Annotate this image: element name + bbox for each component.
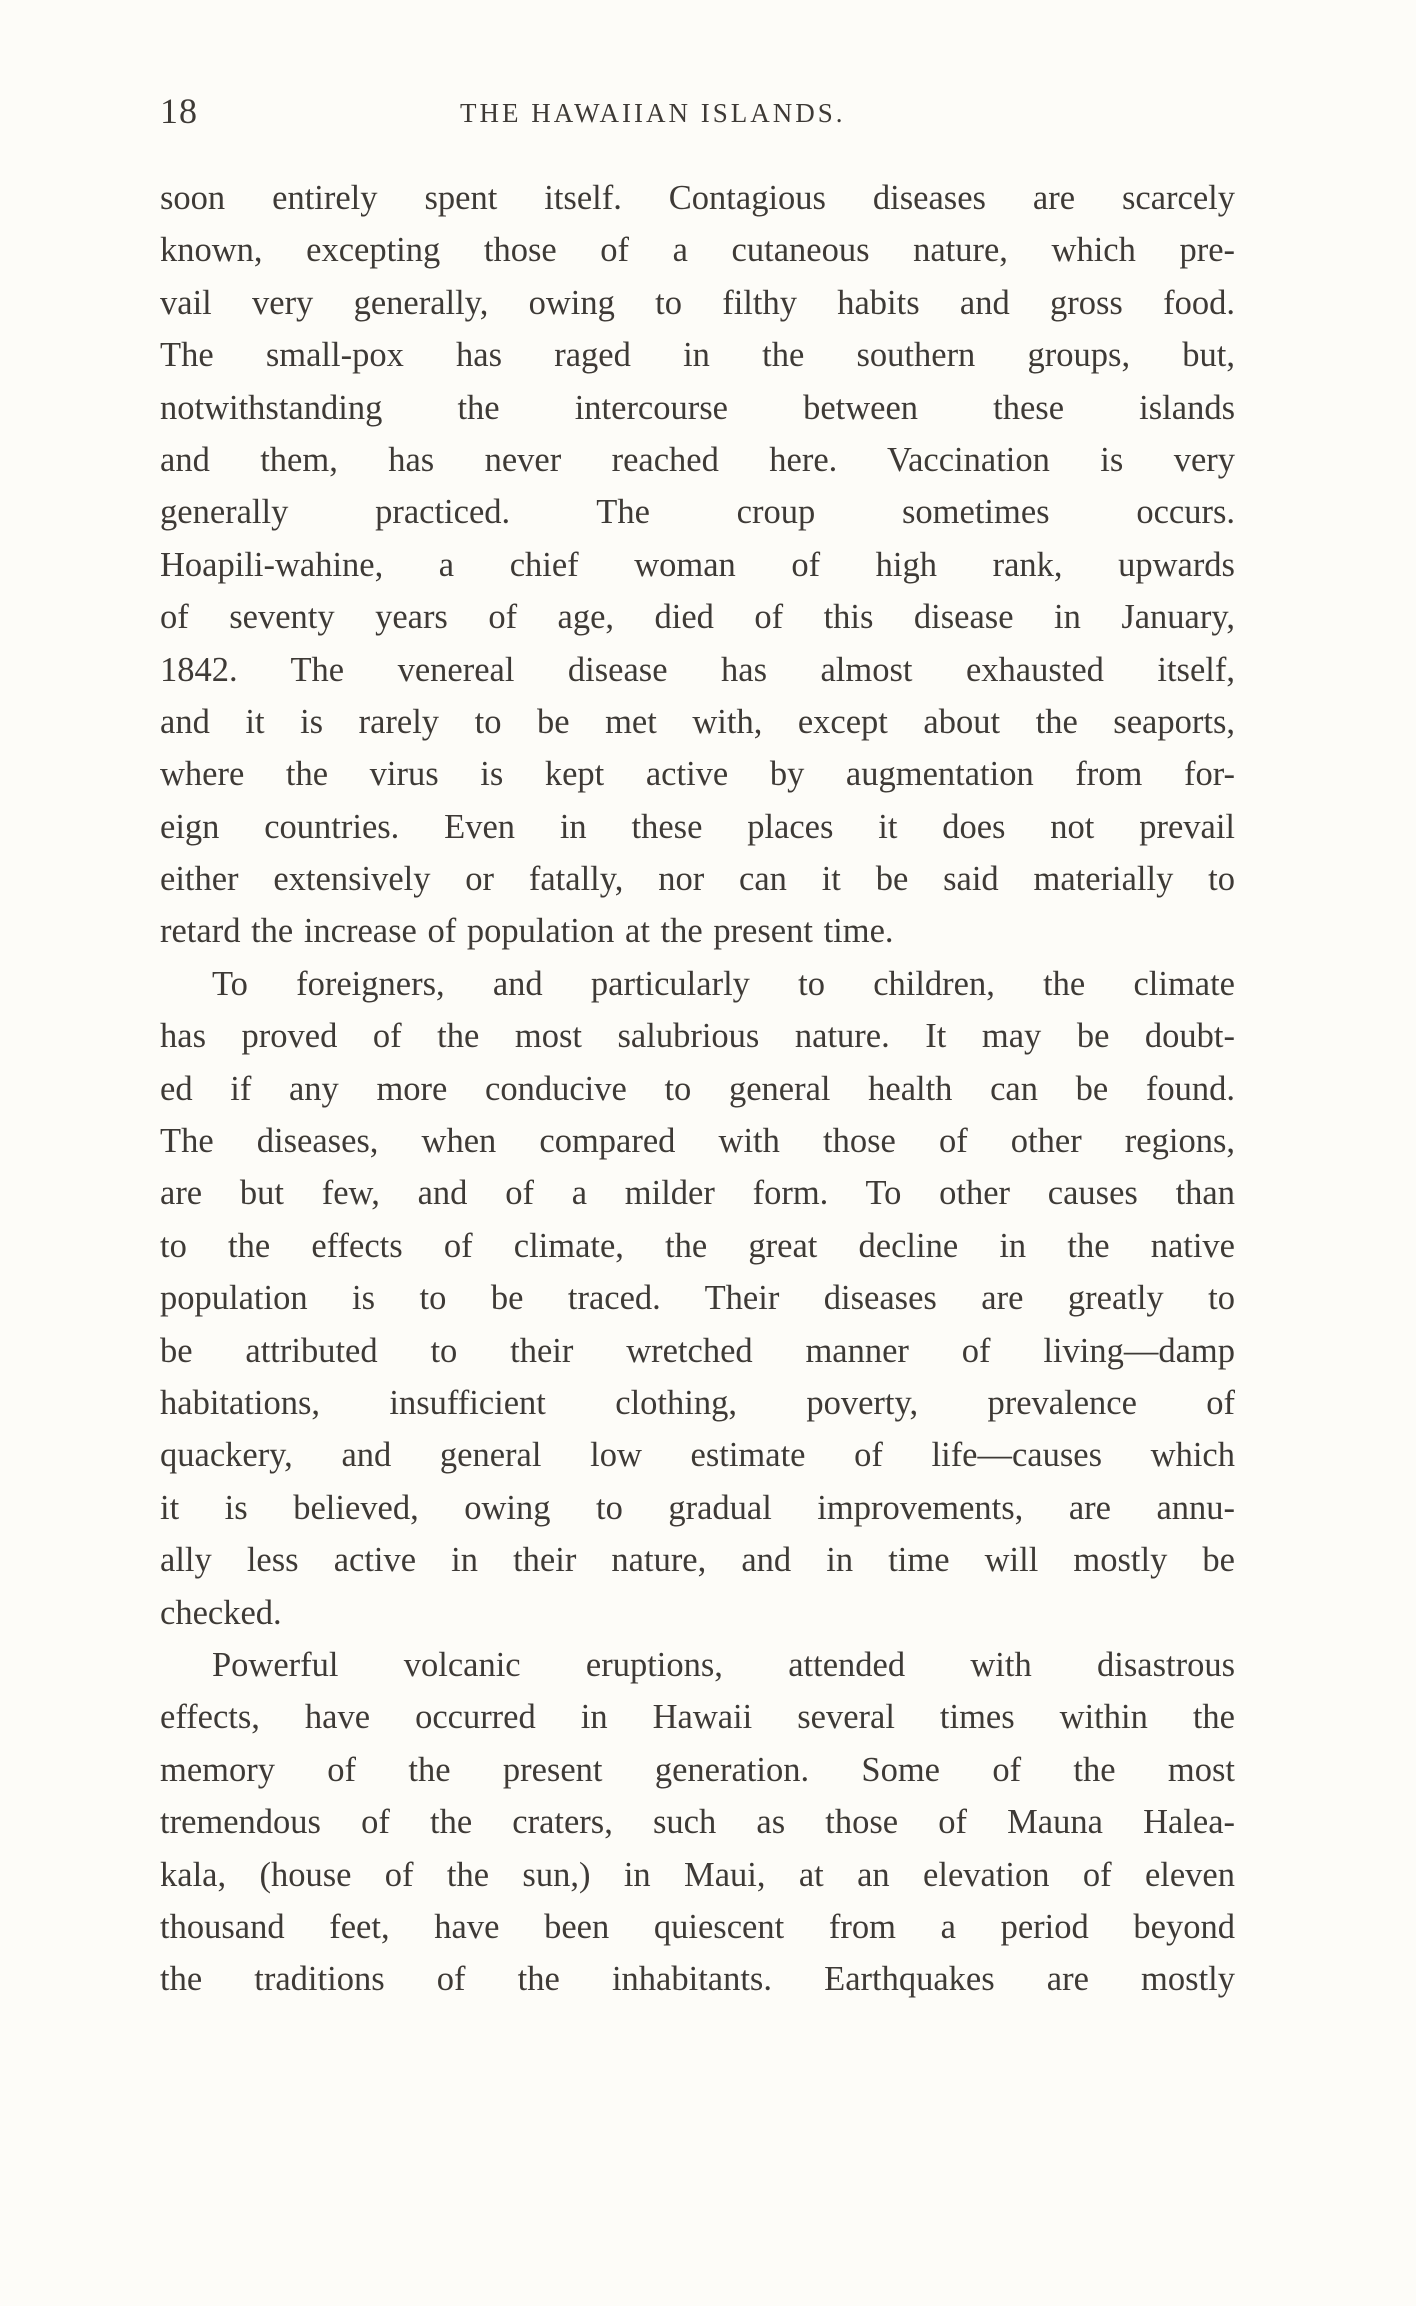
text-line: of seventy years of age, died of this disease in January, bbox=[160, 598, 1235, 637]
text-line: notwithstanding the intercourse between these islands bbox=[160, 388, 1235, 427]
text-line: the traditions of the inhabitants. Earthquakes are mostly bbox=[160, 1960, 1235, 1999]
text-line: population is to be traced. Their diseases are greatly to bbox=[160, 1279, 1235, 1318]
text-line: thousand feet, have been quiescent from a period beyond bbox=[160, 1907, 1235, 1946]
text-line: The diseases, when compared with those of other regions, bbox=[160, 1122, 1235, 1161]
text-line: quackery, and general low estimate of life—causes which bbox=[160, 1436, 1235, 1475]
text-line: and them, has never reached here. Vaccination is very bbox=[160, 440, 1235, 479]
text-line: checked. bbox=[160, 1593, 282, 1632]
text-line: soon entirely spent itself. Contagious diseases are scarcely bbox=[160, 179, 1235, 217]
body-text bbox=[160, 172, 1235, 2006]
text-line: vail very generally, owing to filthy habits and gross food. bbox=[160, 283, 1235, 322]
running-title: THE HAWAIIAN ISLANDS. bbox=[460, 98, 846, 128]
page-header bbox=[160, 90, 1235, 150]
text-line: eign countries. Even in these places it does not prevail bbox=[160, 807, 1235, 846]
text-line: either extensively or fatally, nor can it be said materially to bbox=[160, 860, 1235, 899]
text-line: and it is rarely to be met with, except about the seaports, bbox=[160, 702, 1235, 741]
text-line: Powerful volcanic eruptions, attended with disastrous bbox=[212, 1645, 1235, 1684]
text-line: generally practiced. The croup sometimes occurs. bbox=[160, 493, 1235, 532]
text-line: To foreigners, and particularly to children, the climate bbox=[212, 964, 1235, 1003]
text-line: ed if any more conducive to general health can be found. bbox=[160, 1069, 1235, 1108]
text-line: habitations, insufficient clothing, poverty, prevalence of bbox=[160, 1383, 1235, 1422]
text-line: 1842. The venereal disease has almost exhausted itself, bbox=[160, 650, 1235, 689]
text-line: it is believed, owing to gradual improvements, are annu- bbox=[160, 1488, 1235, 1527]
text-line: has proved of the most salubrious nature. It may be doubt- bbox=[160, 1017, 1235, 1056]
text-line: where the virus is kept active by augmentation from for- bbox=[160, 755, 1235, 794]
text-line: be attributed to their wretched manner of living—damp bbox=[160, 1331, 1235, 1370]
text-line: to the effects of climate, the great decline in the native bbox=[160, 1226, 1235, 1265]
text-line: tremendous of the craters, such as those of Mauna Halea- bbox=[160, 1803, 1235, 1842]
page-number: 18 bbox=[160, 91, 198, 131]
text-line: known, excepting those of a cutaneous nature, which pre- bbox=[160, 231, 1235, 270]
text-line: are but few, and of a milder form. To other causes than bbox=[160, 1174, 1235, 1213]
text-line: memory of the present generation. Some of the most bbox=[160, 1750, 1235, 1789]
text-line: effects, have occurred in Hawaii several times within the bbox=[160, 1698, 1235, 1737]
text-line: ally less active in their nature, and in time will mostly be bbox=[160, 1541, 1235, 1580]
text-line: Hoapili-wahine, a chief woman of high rank, upwards bbox=[160, 545, 1235, 584]
text-line: The small-pox has raged in the southern groups, but, bbox=[160, 336, 1235, 375]
text-line: kala, (house of the sun,) in Maui, at an elevation of eleven bbox=[160, 1855, 1235, 1894]
text-line: retard the increase of population at the present time. bbox=[160, 912, 894, 951]
